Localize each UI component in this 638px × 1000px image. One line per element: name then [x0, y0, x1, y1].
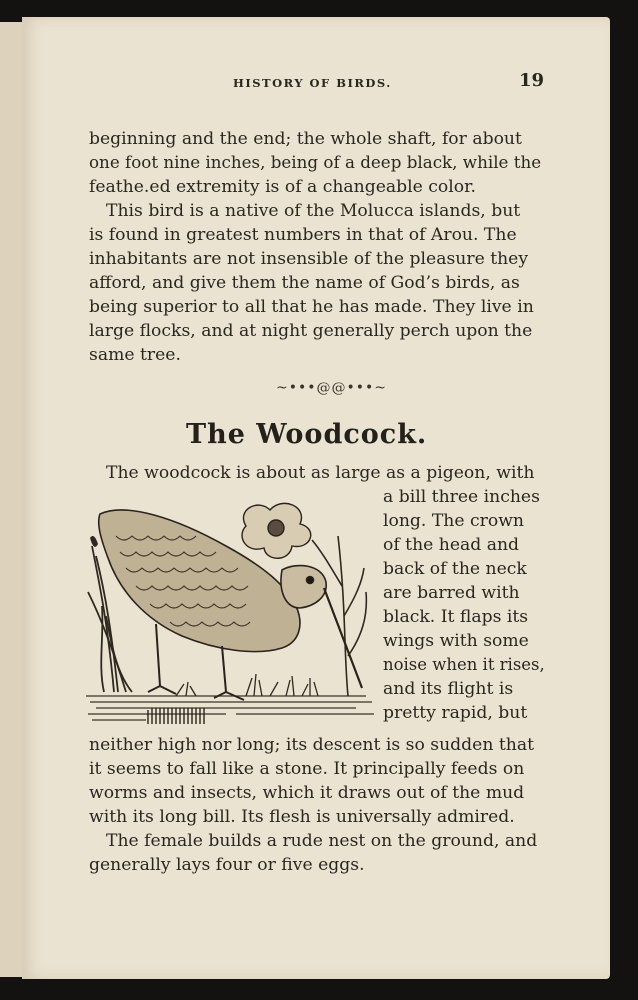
- text-line: of the head and: [383, 535, 520, 555]
- text-line: generally lays four or five eggs.: [89, 855, 365, 875]
- text-line: pretty rapid, but: [383, 703, 528, 723]
- text-line: large flocks, and at night generally perch upon the: [89, 321, 533, 341]
- page-number: 19: [519, 70, 545, 91]
- text-line: wings with some: [383, 631, 529, 651]
- text-line: black. It flaps its: [383, 607, 529, 627]
- section-ornament: ~•••@@•••~: [276, 380, 388, 396]
- text-line: a bill three inches: [383, 487, 540, 507]
- woodcock-illustration: [86, 496, 376, 732]
- text-line: worms and insects, which it draws out of the mud: [89, 783, 525, 803]
- text-line: with its long bill. Its flesh is universally admired.: [89, 807, 515, 827]
- text-line: afford, and give them the name of God’s birds, as: [89, 273, 520, 293]
- text-line: beginning and the end; the whole shaft, for about: [89, 129, 522, 149]
- text-line: long. The crown: [383, 511, 524, 531]
- text-line: inhabitants are not insensible of the pleasure they: [89, 249, 529, 269]
- text-line: The woodcock is about as large as a pigeon, with: [106, 463, 535, 483]
- text-line: is found in greatest numbers in that of Arou. The: [89, 225, 517, 245]
- text-line: noise when it rises,: [383, 655, 545, 675]
- text-line: it seems to fall like a stone. It principally feeds on: [89, 759, 525, 779]
- running-title: HISTORY OF BIRDS.: [233, 76, 392, 90]
- text-line: feathe.ed extremity is of a changeable color.: [89, 177, 476, 197]
- text-line: back of the neck: [383, 559, 527, 579]
- text-line: The female builds a rude nest on the ground, and: [106, 831, 538, 851]
- text-line: and its flight is: [383, 679, 514, 699]
- text-line: neither high nor long; its descent is so sudden that: [89, 735, 534, 755]
- text-line: being superior to all that he has made. They live in: [89, 297, 534, 317]
- section-heading: The Woodcock.: [186, 419, 428, 450]
- text-line: one foot nine inches, being of a deep black, while the: [89, 153, 542, 173]
- text-line: are barred with: [383, 583, 520, 603]
- text-line: same tree.: [89, 345, 181, 365]
- text-line: This bird is a native of the Molucca islands, but: [106, 201, 521, 221]
- previous-page-edge: [0, 22, 23, 977]
